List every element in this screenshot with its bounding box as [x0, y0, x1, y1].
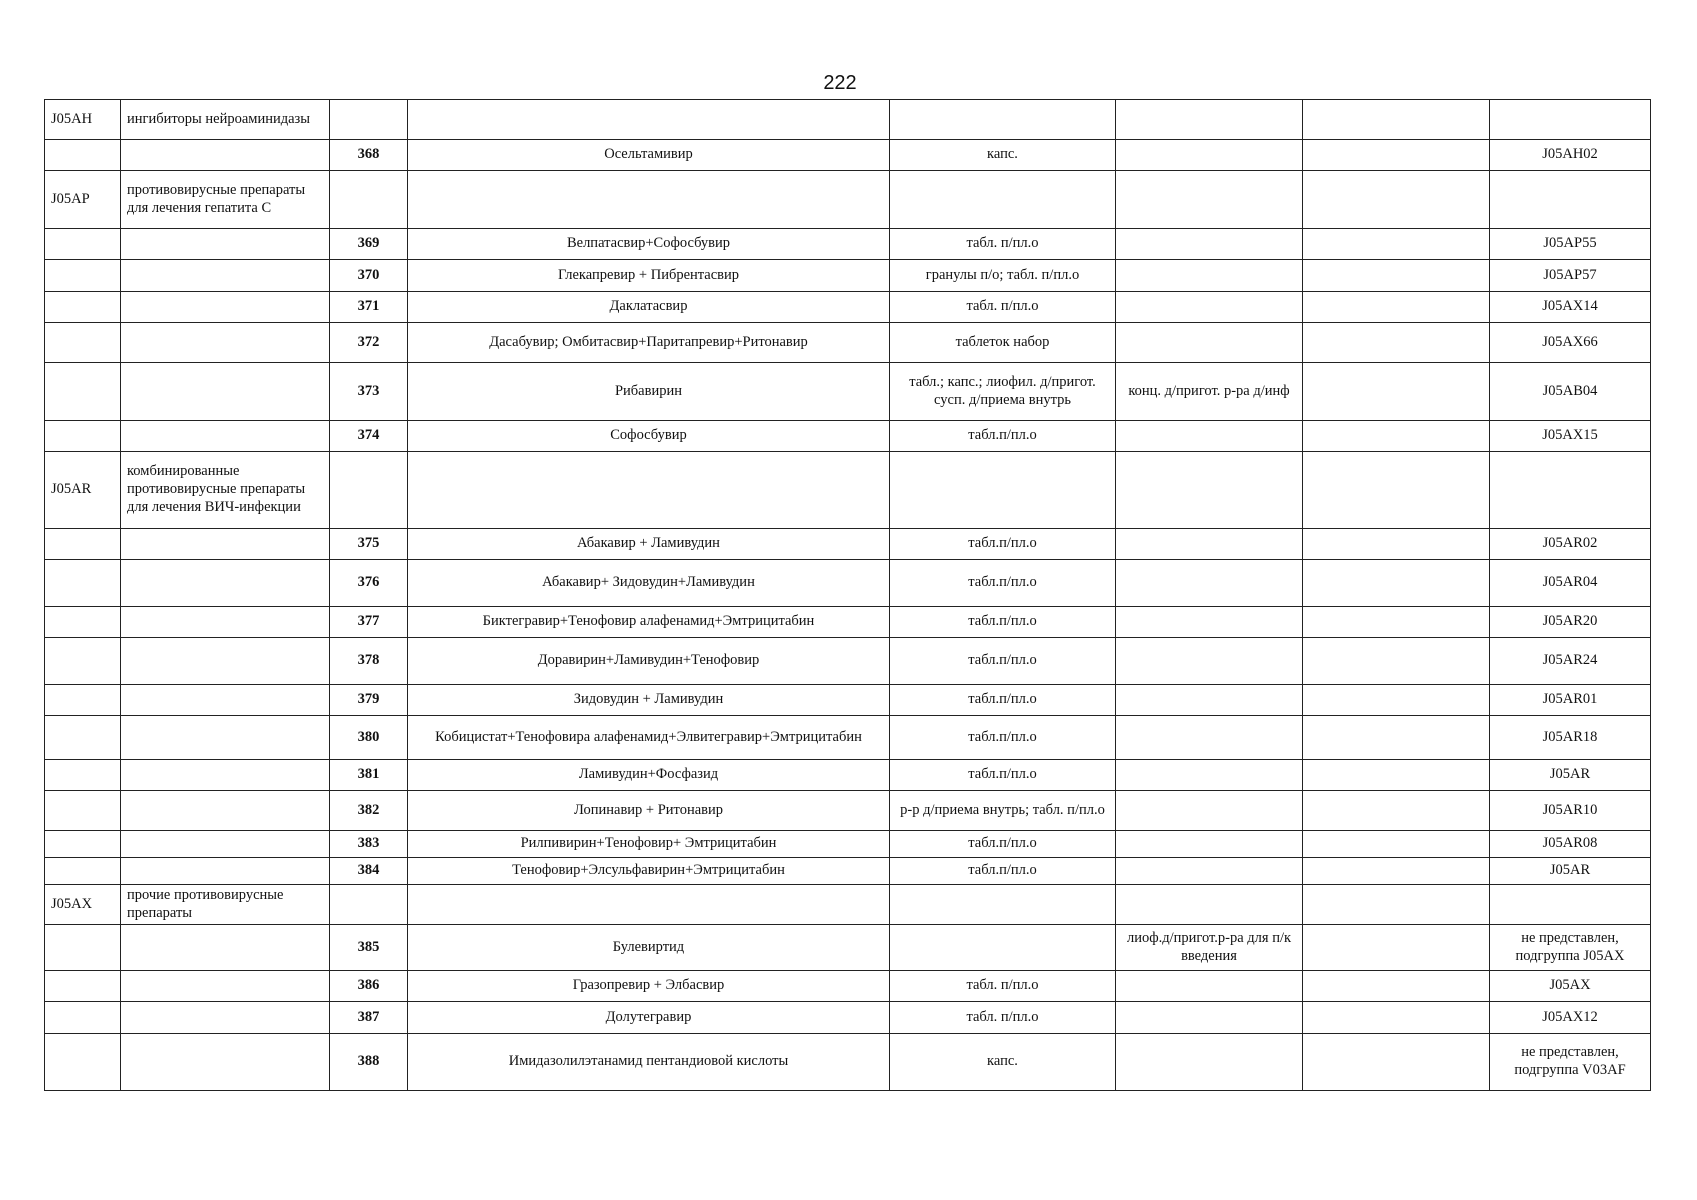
- atc-group-code: [45, 858, 121, 885]
- atc-code: J05AR04: [1490, 560, 1651, 607]
- extra-column: [1303, 716, 1490, 760]
- atc-code: J05AR24: [1490, 638, 1651, 685]
- table-row: [45, 292, 1651, 323]
- atc-code: J05AH02: [1490, 140, 1651, 171]
- atc-code: не представлен, подгруппа V03AF: [1490, 1034, 1651, 1091]
- dosage-form-additional: [1116, 260, 1303, 292]
- atc-code: J05AR01: [1490, 685, 1651, 716]
- drug-name: [408, 171, 890, 229]
- dosage-form-additional: [1116, 323, 1303, 363]
- table-row: [45, 791, 1651, 831]
- group-name: [121, 363, 330, 421]
- extra-column: [1303, 858, 1490, 885]
- drug-name: Доравирин+Ламивудин+Тенофовир: [408, 638, 890, 685]
- atc-group-code: [45, 685, 121, 716]
- dosage-form: табл. п/пл.о: [890, 971, 1116, 1002]
- dosage-form: табл. п/пл.о: [890, 229, 1116, 260]
- drug-name: Рилпивирин+Тенофовир+ Эмтрицитабин: [408, 831, 890, 858]
- row-number: 387: [330, 1002, 408, 1034]
- dosage-form: табл.п/пл.о: [890, 607, 1116, 638]
- dosage-form: [890, 171, 1116, 229]
- table-row: [45, 1034, 1651, 1091]
- atc-group-code: [45, 323, 121, 363]
- extra-column: [1303, 791, 1490, 831]
- atc-code: J05AR: [1490, 858, 1651, 885]
- dosage-form-additional: [1116, 229, 1303, 260]
- row-number: [330, 452, 408, 529]
- dosage-form: табл.п/пл.о: [890, 421, 1116, 452]
- atc-group-code: [45, 1002, 121, 1034]
- group-name: прочие противовирусные препараты: [121, 885, 330, 925]
- atc-code: J05AP57: [1490, 260, 1651, 292]
- table-row: [45, 260, 1651, 292]
- table-row: [45, 831, 1651, 858]
- row-number: [330, 885, 408, 925]
- atc-code: J05AB04: [1490, 363, 1651, 421]
- dosage-form-additional: [1116, 452, 1303, 529]
- atc-group-code: J05AH: [45, 100, 121, 140]
- atc-code: [1490, 100, 1651, 140]
- atc-code: J05AR10: [1490, 791, 1651, 831]
- drug-name: Осельтамивир: [408, 140, 890, 171]
- group-name: [121, 260, 330, 292]
- row-number: 383: [330, 831, 408, 858]
- dosage-form-additional: [1116, 560, 1303, 607]
- extra-column: [1303, 452, 1490, 529]
- dosage-form: табл.п/пл.о: [890, 716, 1116, 760]
- drug-name: Тенофовир+Элсульфавирин+Эмтрицитабин: [408, 858, 890, 885]
- group-name: противовирусные препараты для лечения гепатита С: [121, 171, 330, 229]
- drug-name: Зидовудин + Ламивудин: [408, 685, 890, 716]
- page-number: 222: [823, 72, 857, 94]
- group-header-row: [45, 885, 1651, 925]
- drug-name: Гразопревир + Элбасвир: [408, 971, 890, 1002]
- atc-code: J05AX66: [1490, 323, 1651, 363]
- row-number: 382: [330, 791, 408, 831]
- group-name: [121, 229, 330, 260]
- dosage-form-additional: [1116, 292, 1303, 323]
- drug-name: Лопинавир + Ритонавир: [408, 791, 890, 831]
- group-header-row: [45, 452, 1651, 529]
- group-name: [121, 638, 330, 685]
- extra-column: [1303, 560, 1490, 607]
- extra-column: [1303, 100, 1490, 140]
- row-number: [330, 171, 408, 229]
- dosage-form-additional: [1116, 529, 1303, 560]
- extra-column: [1303, 171, 1490, 229]
- group-name: [121, 925, 330, 971]
- atc-group-code: [45, 1034, 121, 1091]
- table-row: [45, 607, 1651, 638]
- drug-name: [408, 452, 890, 529]
- dosage-form-additional: конц. д/пригот. р-ра д/инф: [1116, 363, 1303, 421]
- table-row: [45, 229, 1651, 260]
- row-number: 372: [330, 323, 408, 363]
- row-number: 379: [330, 685, 408, 716]
- dosage-form: табл.п/пл.о: [890, 831, 1116, 858]
- extra-column: [1303, 229, 1490, 260]
- dosage-form: [890, 452, 1116, 529]
- extra-column: [1303, 529, 1490, 560]
- dosage-form: табл. п/пл.о: [890, 1002, 1116, 1034]
- extra-column: [1303, 971, 1490, 1002]
- row-number: 378: [330, 638, 408, 685]
- dosage-form: гранулы п/о; табл. п/пл.о: [890, 260, 1116, 292]
- table-row: [45, 421, 1651, 452]
- atc-group-code: J05AP: [45, 171, 121, 229]
- dosage-form-additional: [1116, 100, 1303, 140]
- extra-column: [1303, 1002, 1490, 1034]
- dosage-form-additional: [1116, 1034, 1303, 1091]
- extra-column: [1303, 685, 1490, 716]
- dosage-form-additional: [1116, 885, 1303, 925]
- atc-group-code: [45, 421, 121, 452]
- group-name: [121, 140, 330, 171]
- drug-name: Кобицистат+Тенофовира алафенамид+Элвитегравир+Эмтрицитабин: [408, 716, 890, 760]
- dosage-form-additional: [1116, 140, 1303, 171]
- dosage-form-additional: [1116, 831, 1303, 858]
- atc-code: [1490, 885, 1651, 925]
- table-row: [45, 638, 1651, 685]
- atc-group-code: [45, 831, 121, 858]
- group-name: [121, 791, 330, 831]
- atc-code: J05AR08: [1490, 831, 1651, 858]
- dosage-form-additional: [1116, 716, 1303, 760]
- atc-group-code: [45, 363, 121, 421]
- table-row: [45, 529, 1651, 560]
- atc-code: J05AX: [1490, 971, 1651, 1002]
- atc-code: J05AP55: [1490, 229, 1651, 260]
- atc-group-code: [45, 791, 121, 831]
- group-header-row: [45, 171, 1651, 229]
- group-name: [121, 323, 330, 363]
- atc-group-code: [45, 638, 121, 685]
- dosage-form: табл.п/пл.о: [890, 529, 1116, 560]
- group-name: [121, 858, 330, 885]
- drug-name: Рибавирин: [408, 363, 890, 421]
- group-name: [121, 685, 330, 716]
- atc-code: J05AR: [1490, 760, 1651, 791]
- row-number: 386: [330, 971, 408, 1002]
- drug-name: Глекапревир + Пибрентасвир: [408, 260, 890, 292]
- row-number: 377: [330, 607, 408, 638]
- dosage-form: табл.п/пл.о: [890, 858, 1116, 885]
- extra-column: [1303, 607, 1490, 638]
- extra-column: [1303, 925, 1490, 971]
- dosage-form-additional: [1116, 760, 1303, 791]
- extra-column: [1303, 1034, 1490, 1091]
- drug-name: [408, 100, 890, 140]
- dosage-form: табл.п/пл.о: [890, 638, 1116, 685]
- dosage-form: табл.п/пл.о: [890, 560, 1116, 607]
- dosage-form-additional: [1116, 421, 1303, 452]
- atc-group-code: [45, 760, 121, 791]
- atc-group-code: J05AR: [45, 452, 121, 529]
- extra-column: [1303, 885, 1490, 925]
- extra-column: [1303, 260, 1490, 292]
- drug-name: Булевиртид: [408, 925, 890, 971]
- atc-group-code: [45, 229, 121, 260]
- drug-name: Дасабувир; Омбитасвир+Паритапревир+Ритонавир: [408, 323, 890, 363]
- atc-group-code: [45, 140, 121, 171]
- drug-name: Имидазолилэтанамид пентандиовой кислоты: [408, 1034, 890, 1091]
- row-number: 388: [330, 1034, 408, 1091]
- extra-column: [1303, 831, 1490, 858]
- table-row: [45, 560, 1651, 607]
- atc-group-code: [45, 260, 121, 292]
- table-row: [45, 363, 1651, 421]
- atc-group-code: [45, 925, 121, 971]
- table-row: [45, 716, 1651, 760]
- table-row: [45, 140, 1651, 171]
- group-name: [121, 529, 330, 560]
- row-number: [330, 100, 408, 140]
- group-name: [121, 971, 330, 1002]
- row-number: 370: [330, 260, 408, 292]
- drug-name: Даклатасвир: [408, 292, 890, 323]
- table-row: [45, 971, 1651, 1002]
- row-number: 373: [330, 363, 408, 421]
- atc-code: [1490, 171, 1651, 229]
- atc-code: J05AX14: [1490, 292, 1651, 323]
- drug-name: Биктегравир+Тенофовир алафенамид+Эмтрицитабин: [408, 607, 890, 638]
- atc-code: J05AR02: [1490, 529, 1651, 560]
- row-number: 380: [330, 716, 408, 760]
- drug-name: Софосбувир: [408, 421, 890, 452]
- drug-table: [44, 99, 1651, 1091]
- dosage-form-additional: [1116, 1002, 1303, 1034]
- atc-group-code: [45, 560, 121, 607]
- table-row: [45, 685, 1651, 716]
- extra-column: [1303, 638, 1490, 685]
- group-name: [121, 716, 330, 760]
- dosage-form: капс.: [890, 140, 1116, 171]
- extra-column: [1303, 421, 1490, 452]
- dosage-form: [890, 100, 1116, 140]
- drug-name: Абакавир + Ламивудин: [408, 529, 890, 560]
- table-row: [45, 1002, 1651, 1034]
- table-row: [45, 858, 1651, 885]
- group-header-row: [45, 100, 1651, 140]
- group-name: [121, 760, 330, 791]
- group-name: [121, 831, 330, 858]
- drug-name: Велпатасвир+Софосбувир: [408, 229, 890, 260]
- table-body: [45, 100, 1651, 1091]
- extra-column: [1303, 363, 1490, 421]
- dosage-form: табл.; капс.; лиофил. д/пригот. сусп. д/приема внутрь: [890, 363, 1116, 421]
- dosage-form-additional: [1116, 791, 1303, 831]
- atc-code: [1490, 452, 1651, 529]
- row-number: 384: [330, 858, 408, 885]
- group-name: [121, 1002, 330, 1034]
- atc-group-code: [45, 607, 121, 638]
- dosage-form-additional: [1116, 638, 1303, 685]
- row-number: 368: [330, 140, 408, 171]
- dosage-form: [890, 885, 1116, 925]
- table-row: [45, 925, 1651, 971]
- atc-code: J05AX15: [1490, 421, 1651, 452]
- row-number: 385: [330, 925, 408, 971]
- dosage-form: табл.п/пл.о: [890, 760, 1116, 791]
- group-name: [121, 607, 330, 638]
- extra-column: [1303, 292, 1490, 323]
- group-name: [121, 421, 330, 452]
- dosage-form: табл. п/пл.о: [890, 292, 1116, 323]
- drug-name: Абакавир+ Зидовудин+Ламивудин: [408, 560, 890, 607]
- atc-code: не представлен, подгруппа J05AX: [1490, 925, 1651, 971]
- dosage-form: капс.: [890, 1034, 1116, 1091]
- dosage-form: р-р д/приема внутрь; табл. п/пл.о: [890, 791, 1116, 831]
- row-number: 375: [330, 529, 408, 560]
- dosage-form-additional: лиоф.д/пригот.р-ра для п/к введения: [1116, 925, 1303, 971]
- atc-group-code: [45, 529, 121, 560]
- dosage-form-additional: [1116, 858, 1303, 885]
- drug-name: Долутегравир: [408, 1002, 890, 1034]
- row-number: 369: [330, 229, 408, 260]
- drug-name: [408, 885, 890, 925]
- atc-group-code: J05AX: [45, 885, 121, 925]
- dosage-form-additional: [1116, 607, 1303, 638]
- dosage-form: таблеток набор: [890, 323, 1116, 363]
- row-number: 374: [330, 421, 408, 452]
- atc-group-code: [45, 716, 121, 760]
- atc-group-code: [45, 292, 121, 323]
- dosage-form-additional: [1116, 685, 1303, 716]
- atc-code: J05AX12: [1490, 1002, 1651, 1034]
- drug-name: Ламивудин+Фосфазид: [408, 760, 890, 791]
- atc-code: J05AR20: [1490, 607, 1651, 638]
- extra-column: [1303, 323, 1490, 363]
- extra-column: [1303, 760, 1490, 791]
- group-name: [121, 560, 330, 607]
- table-row: [45, 323, 1651, 363]
- dosage-form: [890, 925, 1116, 971]
- row-number: 371: [330, 292, 408, 323]
- group-name: комбинированные противовирусные препараты для лечения ВИЧ-инфекции: [121, 452, 330, 529]
- dosage-form: табл.п/пл.о: [890, 685, 1116, 716]
- group-name: [121, 1034, 330, 1091]
- dosage-form-additional: [1116, 171, 1303, 229]
- row-number: 376: [330, 560, 408, 607]
- group-name: ингибиторы нейроаминидазы: [121, 100, 330, 140]
- group-name: [121, 292, 330, 323]
- extra-column: [1303, 140, 1490, 171]
- atc-group-code: [45, 971, 121, 1002]
- table-row: [45, 760, 1651, 791]
- atc-code: J05AR18: [1490, 716, 1651, 760]
- dosage-form-additional: [1116, 971, 1303, 1002]
- row-number: 381: [330, 760, 408, 791]
